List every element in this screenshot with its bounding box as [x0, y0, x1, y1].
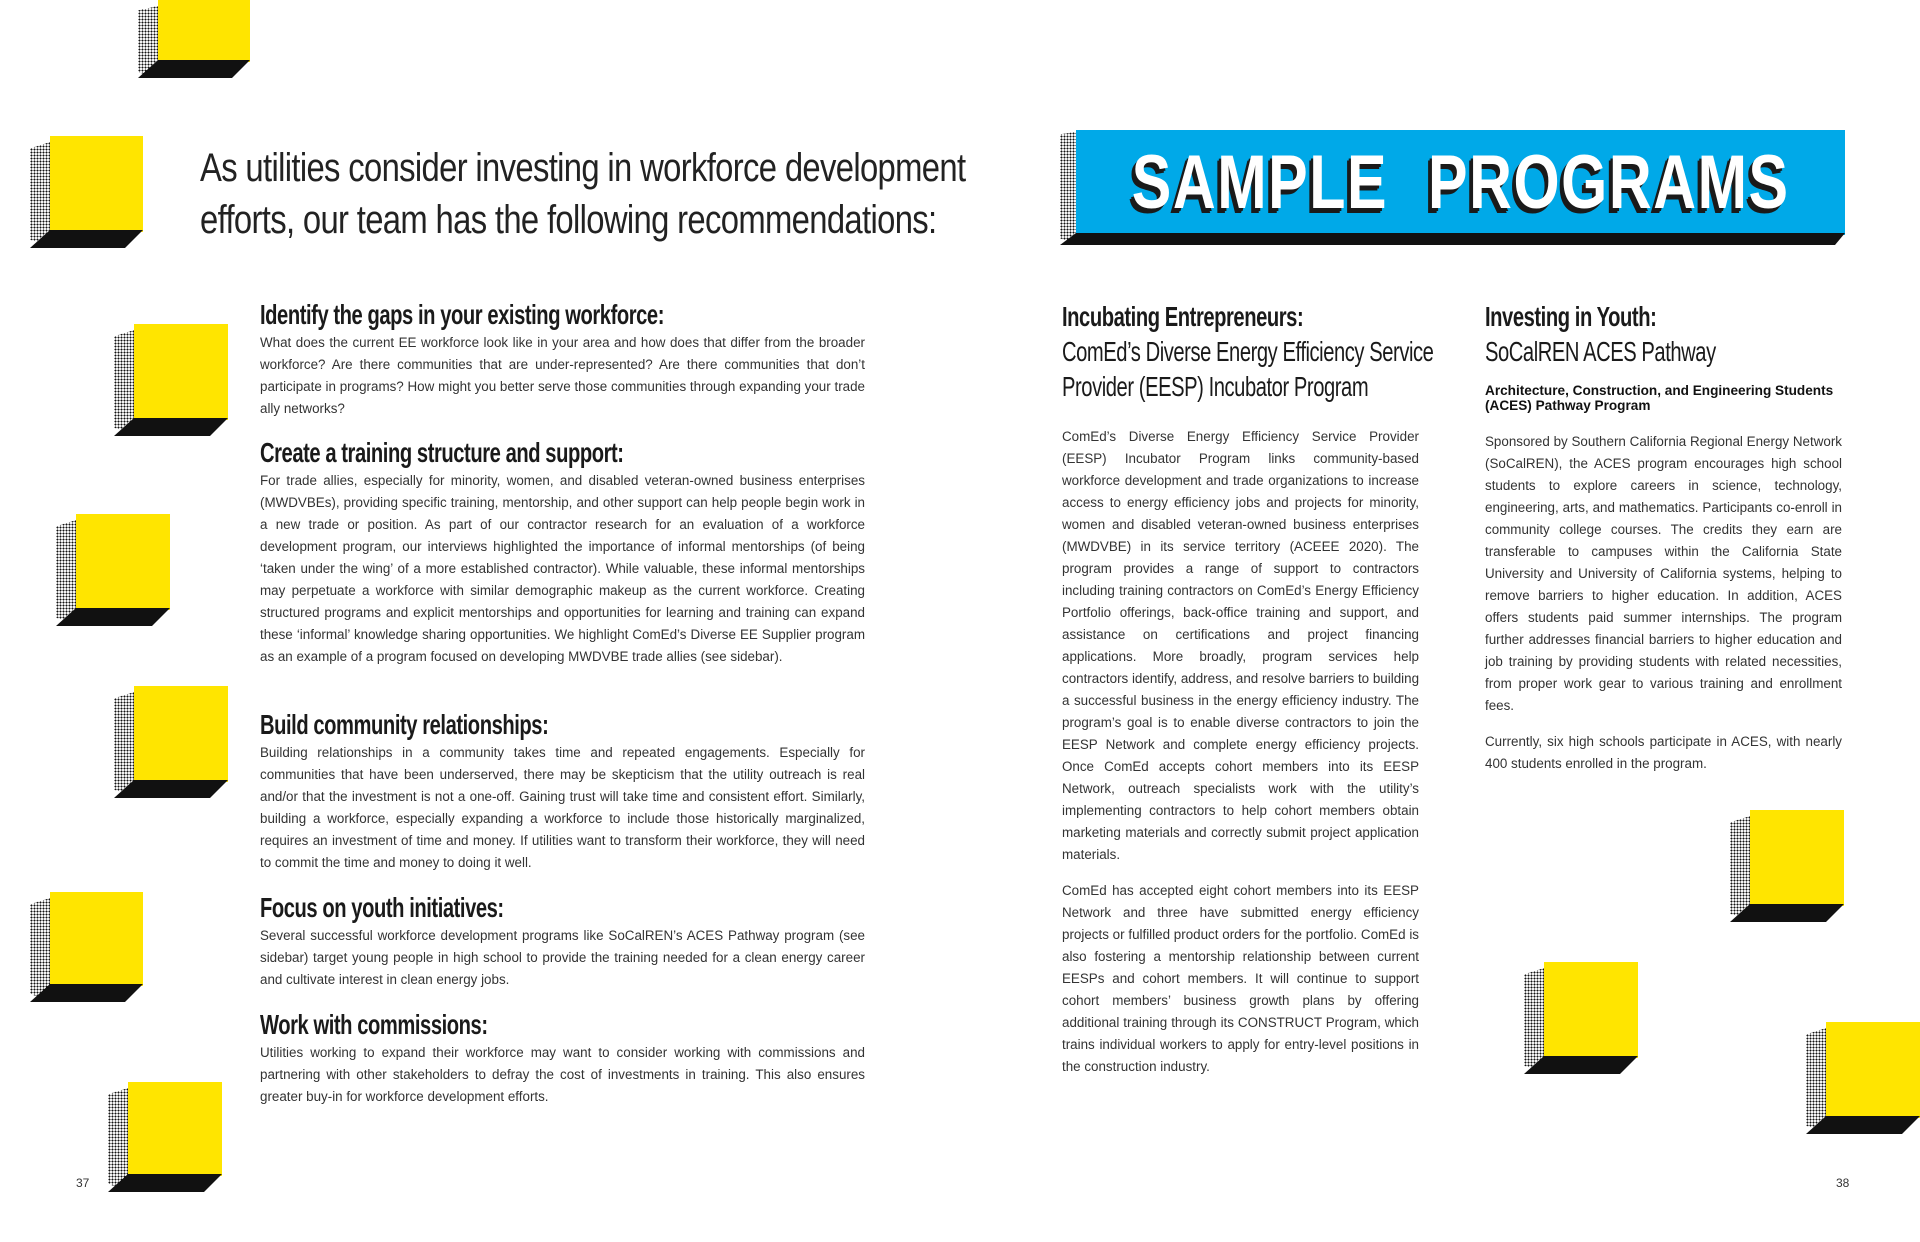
section-heading: Identify the gaps in your existing workforce:	[260, 299, 664, 330]
decorative-yellow-cube	[108, 1082, 222, 1192]
section-heading: Build community relationships:	[260, 709, 549, 740]
section-body: Utilities working to expand their workforce may want to consider working with commissions and partnering with other stakeholders to defray the cost of investments in training. This also ensures greater buy-in for workforce development efforts.	[260, 1045, 865, 1104]
page-title	[200, 142, 966, 246]
decorative-yellow-cube	[30, 136, 143, 248]
program-paragraph: Sponsored by Southern California Regional Energy Network (SoCalREN), the ACES program encourages high school students to explore careers in science, technology, engineering, arts, and mathematics. Participants co-enroll in community college courses. The credits they earn are transferable to campuses within the California State University and University of California systems, helping to remove barriers to higher education. In addition, ACES offers students paid summer internships. The program further addresses financial barriers to higher education and job training by providing students with related necessities, from proper work gear to various training and enrollment fees.	[1485, 434, 1842, 713]
recommendation-section	[260, 438, 865, 668]
program-subheading-line-1: ComEd’s Diverse Energy Efficiency Service	[1062, 336, 1434, 367]
recommendation-section	[260, 300, 865, 420]
page-title-line-1: As utilities consider investing in workforce development	[200, 146, 966, 190]
decorative-yellow-cube	[114, 686, 228, 798]
recommendation-section	[260, 1010, 865, 1108]
section-body: Several successful workforce development programs like SoCalREN’s ACES Pathway program (see sidebar) target young people in high school to provide the training needed for a clean energy career and cultivate interest in clean energy jobs.	[260, 928, 865, 987]
program-subheading-line-2: Provider (EESP) Incubator Program	[1062, 371, 1369, 402]
sample-programs-banner	[1060, 130, 1845, 245]
decorative-yellow-cube	[114, 324, 228, 436]
program-column-comed	[1062, 300, 1434, 1092]
page-number-left: 37	[76, 1176, 90, 1190]
section-heading: Focus on youth initiatives:	[260, 892, 504, 923]
banner-title: SAMPLE PROGRAMS	[1131, 140, 1790, 225]
recommendation-section	[260, 893, 865, 991]
page-number-right: 38	[1836, 1176, 1850, 1190]
section-body: Building relationships in a community takes time and repeated engagements. Especially for communities that have been underserved, there may be skepticism that the utility outreach is real and/or that the investment is not a one-off. Gaining trust will take time and consistent effort. Similarly, building a workforce, especially expanding a workforce to include those historically marginalized, requires an investment of time and money. If utilities want to transform their workforce, they will need to commit the time and money to doing it well.	[260, 745, 865, 870]
decorative-yellow-cube	[1524, 962, 1638, 1074]
page-title-line-2: efforts, our team has the following recommendations:	[200, 198, 937, 242]
decorative-yellow-cube	[1806, 1022, 1920, 1134]
section-body: What does the current EE workforce look like in your area and how does that differ from the broader workforce? Are there communities that are under-represented? Are there communities that don’t participate in programs? How might you better serve those communities through expanding your trade ally networks?	[260, 335, 865, 416]
decorative-yellow-cube	[1730, 810, 1844, 922]
program-paragraph: ComEd’s Diverse Energy Efficiency Service Provider (EESP) Incubator Program links community-based workforce development and trade organizations to increase access to energy efficiency jobs and projects for minority, women and disabled veteran-owned business enterprises (MWDVBE) in its service territory (ACEEE 2020). The program provides a range of support to contractors including training contractors on ComEd’s Energy Efficiency Portfolio offerings, back-office training and support, and assistance on certifications and project financing applications. More broadly, program services help contractors identify, address, and resolve barriers to building a successful business in the energy efficiency industry. The program’s goal is to enable diverse contractors to join the EESP Network and complete energy efficiency projects. Once ComEd accepts cohort members into its EESP Network, outreach specialists work with the utility’s implementing contractors to help cohort members obtain marketing materials and correctly submit project application materials.	[1062, 429, 1420, 862]
program-subheading: SoCalREN ACES Pathway	[1485, 336, 1716, 367]
decorative-yellow-cube	[138, 0, 250, 78]
program-paragraph: ComEd has accepted eight cohort members into its EESP Network and three have submitted energy efficiency projects or fulfilled product orders for the portfolio. ComEd is also fostering a mentorship relationship between current EESPs and cohort members. It will continue to support cohort members’ business growth plans by offering additional training through its CONSTRUCT Program, which trains individual workers to apply for entry-level positions in the construction industry.	[1062, 883, 1419, 1074]
section-heading: Create a training structure and support:	[260, 437, 624, 468]
section-body: For trade allies, especially for minority, women, and disabled veteran-owned business enterprises (MWDVBEs), providing specific training, mentorship, and other support can help people begin work in a new trade or position. As part of our contractor research for an evaluation of a workforce development program, our interviews highlighted the importance of informal mentorships (of being ‘taken under the wing’ of a more established contractor). While valuable, these informal mentorships may perpetuate a workforce with similar demographic makeup as the current workforce. Creating structured programs and explicit mentorships and opportunities for learning and training can expand these ‘informal’ knowledge sharing opportunities. We highlight ComEd’s Diverse EE Supplier program as an example of a program focused on developing MWDVBE trade allies (see sidebar).	[260, 473, 865, 664]
decorative-yellow-cube	[30, 892, 143, 1002]
program-column-socalren	[1485, 300, 1842, 789]
program-bold-subheading: Architecture, Construction, and Engineering Students (ACES) Pathway Program	[1485, 383, 1834, 413]
program-heading: Investing in Youth:	[1485, 301, 1657, 332]
recommendation-section	[260, 710, 865, 874]
section-heading: Work with commissions:	[260, 1009, 488, 1040]
program-heading: Incubating Entrepreneurs:	[1062, 301, 1304, 332]
program-paragraph: Currently, six high schools participate in ACES, with nearly 400 students enrolled in the program.	[1485, 734, 1842, 771]
decorative-yellow-cube	[56, 514, 170, 626]
